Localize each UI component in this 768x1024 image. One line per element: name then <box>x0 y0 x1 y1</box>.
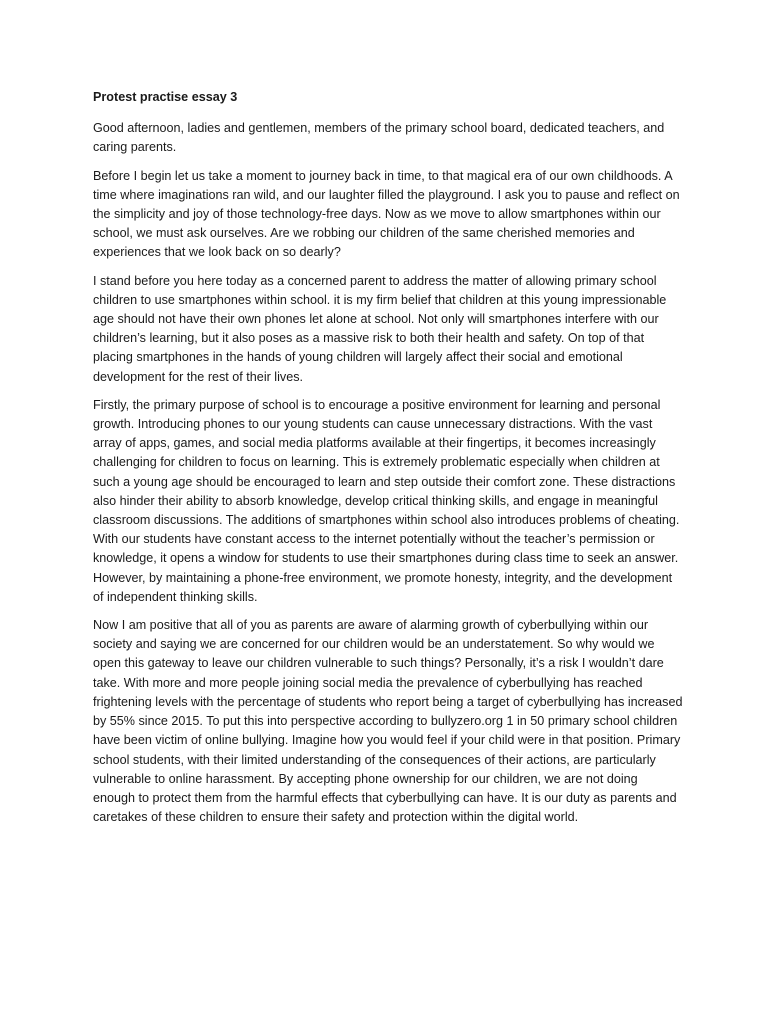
document-page <box>93 88 683 836</box>
paragraph-greeting: Good afternoon, ladies and gentlemen, members of the primary school board, dedicated teachers, and caring parents. <box>93 121 665 155</box>
document-title: Protest practise essay 3 <box>93 90 238 104</box>
paragraph-thesis: I stand before you here today as a concerned parent to address the matter of allowing primary school children to use smartphones within school. it is my firm belief that children at this young impressionable age should not have their own phones let alone at school. Not only will smartphones interfere with our children’s learning, but it also poses as a massive risk to both their health and safety. On top of that placing smartphones in the hands of young children will largely affect their social and emotional development for the rest of their lives. <box>93 273 667 384</box>
paragraph-introduction: Before I begin let us take a moment to journey back in time, to that magical era of our own childhoods. A time where imaginations ran wild, and our laughter filled the playground. I ask you to pause and reflect on the simplicity and joy of those technology-free days. Now as we move to allow smartphones within our school, we must ask ourselves. Are we robbing our children of the same cherished memories and experiences that we look back on so dearly? <box>93 168 680 260</box>
paragraph-cyberbullying-argument: Now I am positive that all of you as parents are aware of alarming growth of cyberbullying within our society and saying we are concerned for our children would be an understatement. So why would we open this gateway to leave our children vulnerable to such things? Personally, it’s a risk I wouldn’t dare take. With more and more people joining social media the prevalence of cyberbullying has reached frightening levels with the percentage of students who report being a target of cyberbullying has increased by 55% since 2015. To put this into perspective according to bullyzero.org 1 in 50 primary school children have been victim of online bullying. Imagine how you would feel if your child were in that position. Primary school students, with their limited understanding of the consequences of their actions, are particularly vulnerable to online harassment. By accepting phone ownership for our children, we are not doing enough to protect them from the harmful effects that cyberbullying can have. It is our duty as parents and caretakes of these children to ensure their safety and protection within the digital world. <box>93 618 683 825</box>
paragraph-learning-argument: Firstly, the primary purpose of school is to encourage a positive environment for learning and personal growth. Introducing phones to our young students can cause unnecessary distractions. With the vast array of apps, games, and social media platforms available at their fingertips, it becomes increasingly challenging for children to focus on learning. This is extremely problematic especially when children at such a young age should be encouraged to learn and step outside their comfort zone. These distractions also hinder their ability to absorb knowledge, develop critical thinking skills, and engage in meaningful classroom discussions. The additions of smartphones within school also introduces problems of cheating. With our students have constant access to the internet potentially without the teacher’s permission or knowledge, it opens a window for students to use their smartphones during class time to seek an answer. However, by maintaining a phone-free environment, we promote honesty, integrity, and the development of independent thinking skills. <box>93 397 680 604</box>
